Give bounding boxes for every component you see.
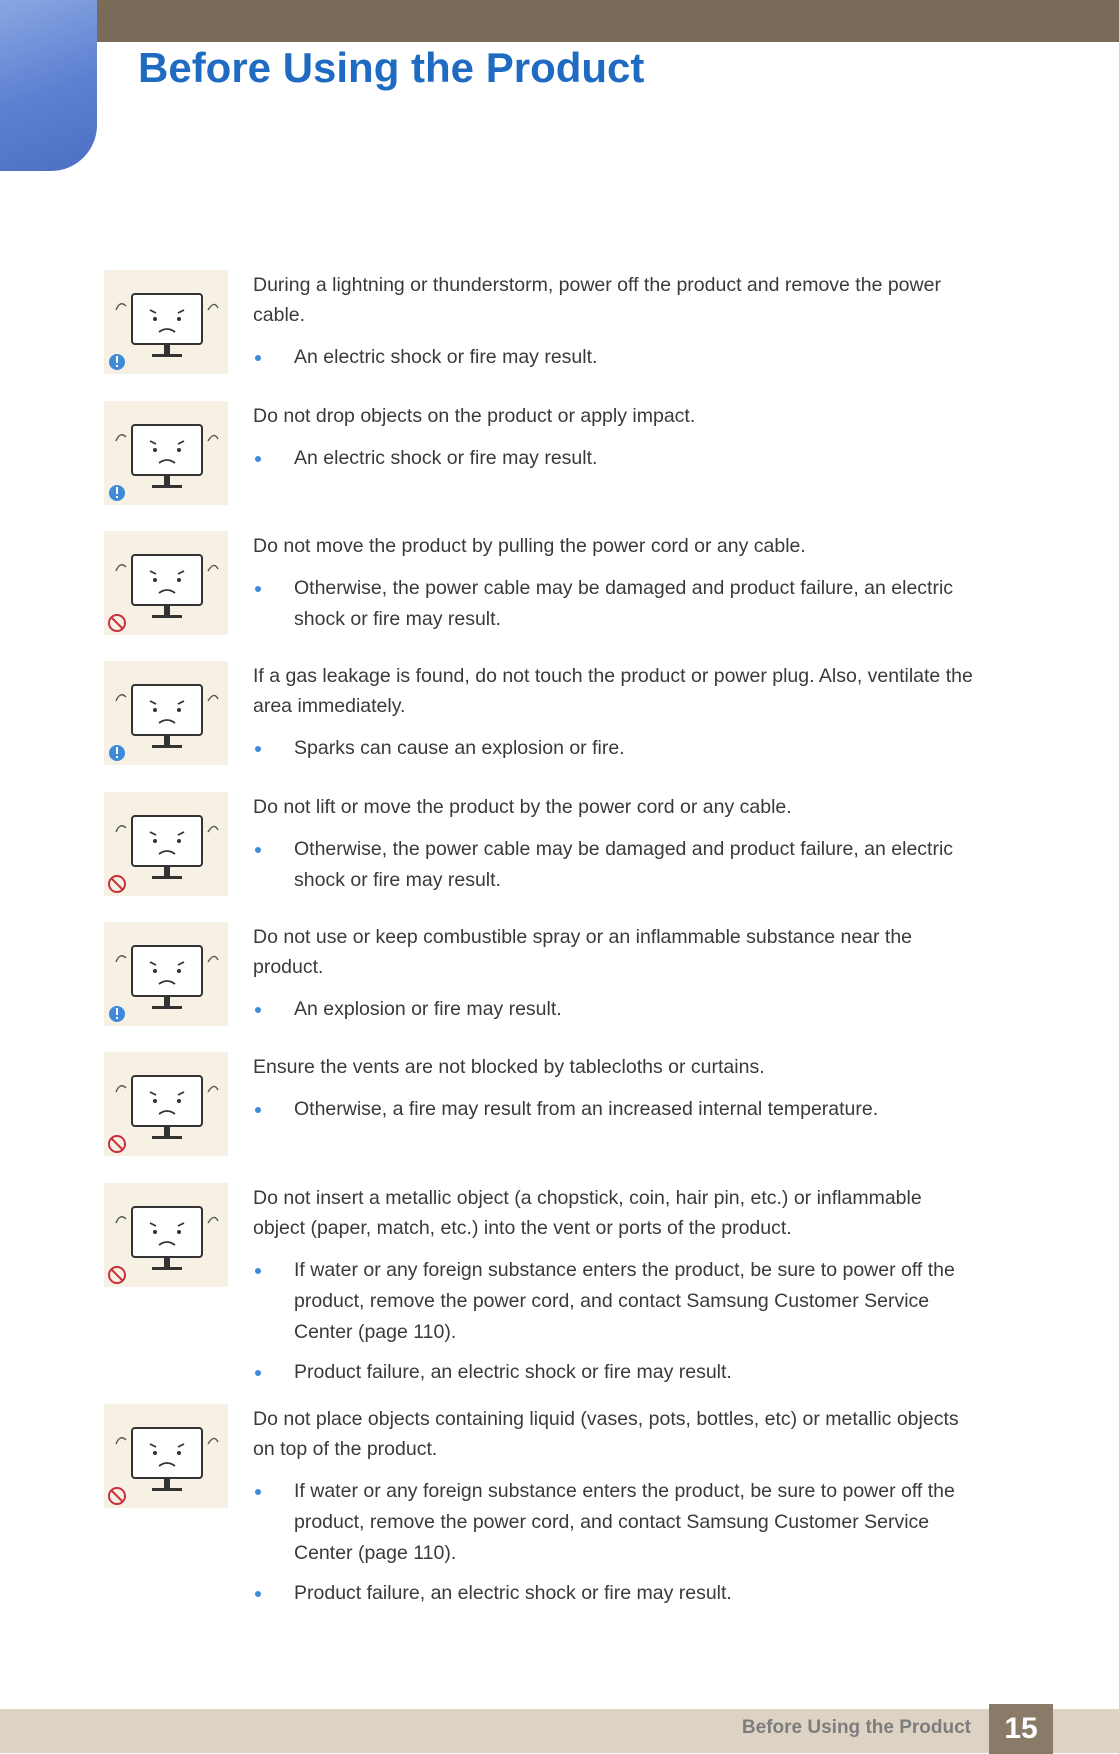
instruction-text: Do not lift or move the product by the power cord or any cable. [253, 796, 792, 818]
instruction-text: Do not use or keep combustible spray or an inflammable substance near the product. [253, 926, 913, 978]
prohibited-icon [104, 1404, 228, 1508]
consequence-list [253, 834, 973, 896]
bullet-dot-icon [255, 1268, 261, 1274]
instruction-text: If a gas leakage is found, do not touch the product or power plug. Also, ventilate the area immediately. [253, 665, 973, 717]
consequence-item [253, 1255, 973, 1348]
consequence-text: Otherwise, the power cable may be damaged and product failure, an electric shock or fire may result. [294, 838, 954, 891]
consequence-text: An explosion or fire may result. [294, 998, 562, 1020]
consequence-list [253, 1094, 973, 1125]
bullet-dot-icon [255, 746, 261, 752]
safety-text [253, 531, 973, 644]
warning-icon [104, 661, 228, 765]
safety-illustration [104, 661, 228, 765]
page-title: Before Using the Product [138, 44, 645, 91]
safety-illustration [104, 270, 228, 374]
consequence-text: Otherwise, a fire may result from an increased internal temperature. [294, 1098, 879, 1120]
warning-icon [104, 922, 228, 1026]
prohibited-icon [104, 531, 228, 635]
consequence-text: Product failure, an electric shock or fire may result. [294, 1582, 732, 1604]
instruction-text: Do not drop objects on the product or apply impact. [253, 405, 696, 427]
prohibited-icon [104, 792, 228, 896]
consequence-item [253, 443, 973, 474]
safety-illustration [104, 792, 228, 896]
consequence-item [253, 1578, 973, 1609]
safety-text [253, 661, 973, 773]
safety-text [253, 922, 973, 1034]
bullet-dot-icon [255, 456, 261, 462]
consequence-list [253, 342, 973, 373]
consequence-item [253, 834, 973, 896]
instruction-text: Do not move the product by pulling the power cord or any cable. [253, 535, 806, 557]
consequence-item [253, 1476, 973, 1569]
consequence-text: Sparks can cause an explosion or fire. [294, 737, 625, 759]
bullet-dot-icon [255, 1489, 261, 1495]
warning-icon [104, 401, 228, 505]
warning-icon [104, 270, 228, 374]
consequence-text: If water or any foreign substance enters the product, be sure to power off the product, remove the power cord, and contact Samsung Customer Service Center (page 110). [294, 1259, 955, 1343]
safety-text [253, 270, 973, 382]
bullet-dot-icon [255, 1007, 261, 1013]
consequence-list [253, 443, 973, 474]
safety-illustration [104, 401, 228, 505]
instruction-text: During a lightning or thunderstorm, power off the product and remove the power cable. [253, 274, 941, 326]
safety-illustration [104, 531, 228, 635]
consequence-list [253, 1476, 973, 1609]
consequence-list [253, 994, 973, 1025]
consequence-list [253, 733, 973, 764]
instruction-text: Do not insert a metallic object (a chopstick, coin, hair pin, etc.) or inflammable object (paper, match, etc.) into the vent or ports of the product. [253, 1187, 922, 1239]
consequence-text: If water or any foreign substance enters the product, be sure to power off the product, remove the power cord, and contact Samsung Customer Service Center (page 110). [294, 1480, 955, 1564]
safety-illustration [104, 922, 228, 1026]
corner-tab [0, 0, 97, 171]
consequence-text: Otherwise, the power cable may be damaged and product failure, an electric shock or fire may result. [294, 577, 954, 630]
safety-text [253, 401, 973, 483]
safety-illustration [104, 1404, 228, 1508]
safety-text [253, 1404, 973, 1618]
consequence-text: Product failure, an electric shock or fire may result. [294, 1361, 732, 1383]
safety-text [253, 792, 973, 905]
page-number: 15 [989, 1704, 1053, 1754]
prohibited-icon [104, 1052, 228, 1156]
instruction-text: Do not place objects containing liquid (vases, pots, bottles, etc) or metallic objects on top of the product. [253, 1408, 959, 1460]
bullet-dot-icon [255, 355, 261, 361]
consequence-item [253, 1094, 973, 1125]
consequence-item [253, 342, 973, 373]
footer-section-label: Before Using the Product [741, 1717, 971, 1738]
safety-text [253, 1052, 973, 1134]
bullet-dot-icon [255, 1370, 261, 1376]
bullet-dot-icon [255, 1107, 261, 1113]
consequence-text: An electric shock or fire may result. [294, 447, 598, 469]
bullet-dot-icon [255, 847, 261, 853]
safety-text [253, 1183, 973, 1397]
top-bar [0, 0, 1119, 42]
consequence-item [253, 573, 973, 635]
consequence-item [253, 733, 973, 764]
consequence-item [253, 994, 973, 1025]
prohibited-icon [104, 1183, 228, 1287]
consequence-item [253, 1357, 973, 1388]
safety-illustration [104, 1183, 228, 1287]
consequence-list [253, 1255, 973, 1388]
consequence-text: An electric shock or fire may result. [294, 346, 598, 368]
instruction-text: Ensure the vents are not blocked by tablecloths or curtains. [253, 1056, 765, 1078]
safety-illustration [104, 1052, 228, 1156]
bullet-dot-icon [255, 586, 261, 592]
bullet-dot-icon [255, 1591, 261, 1597]
consequence-list [253, 573, 973, 635]
